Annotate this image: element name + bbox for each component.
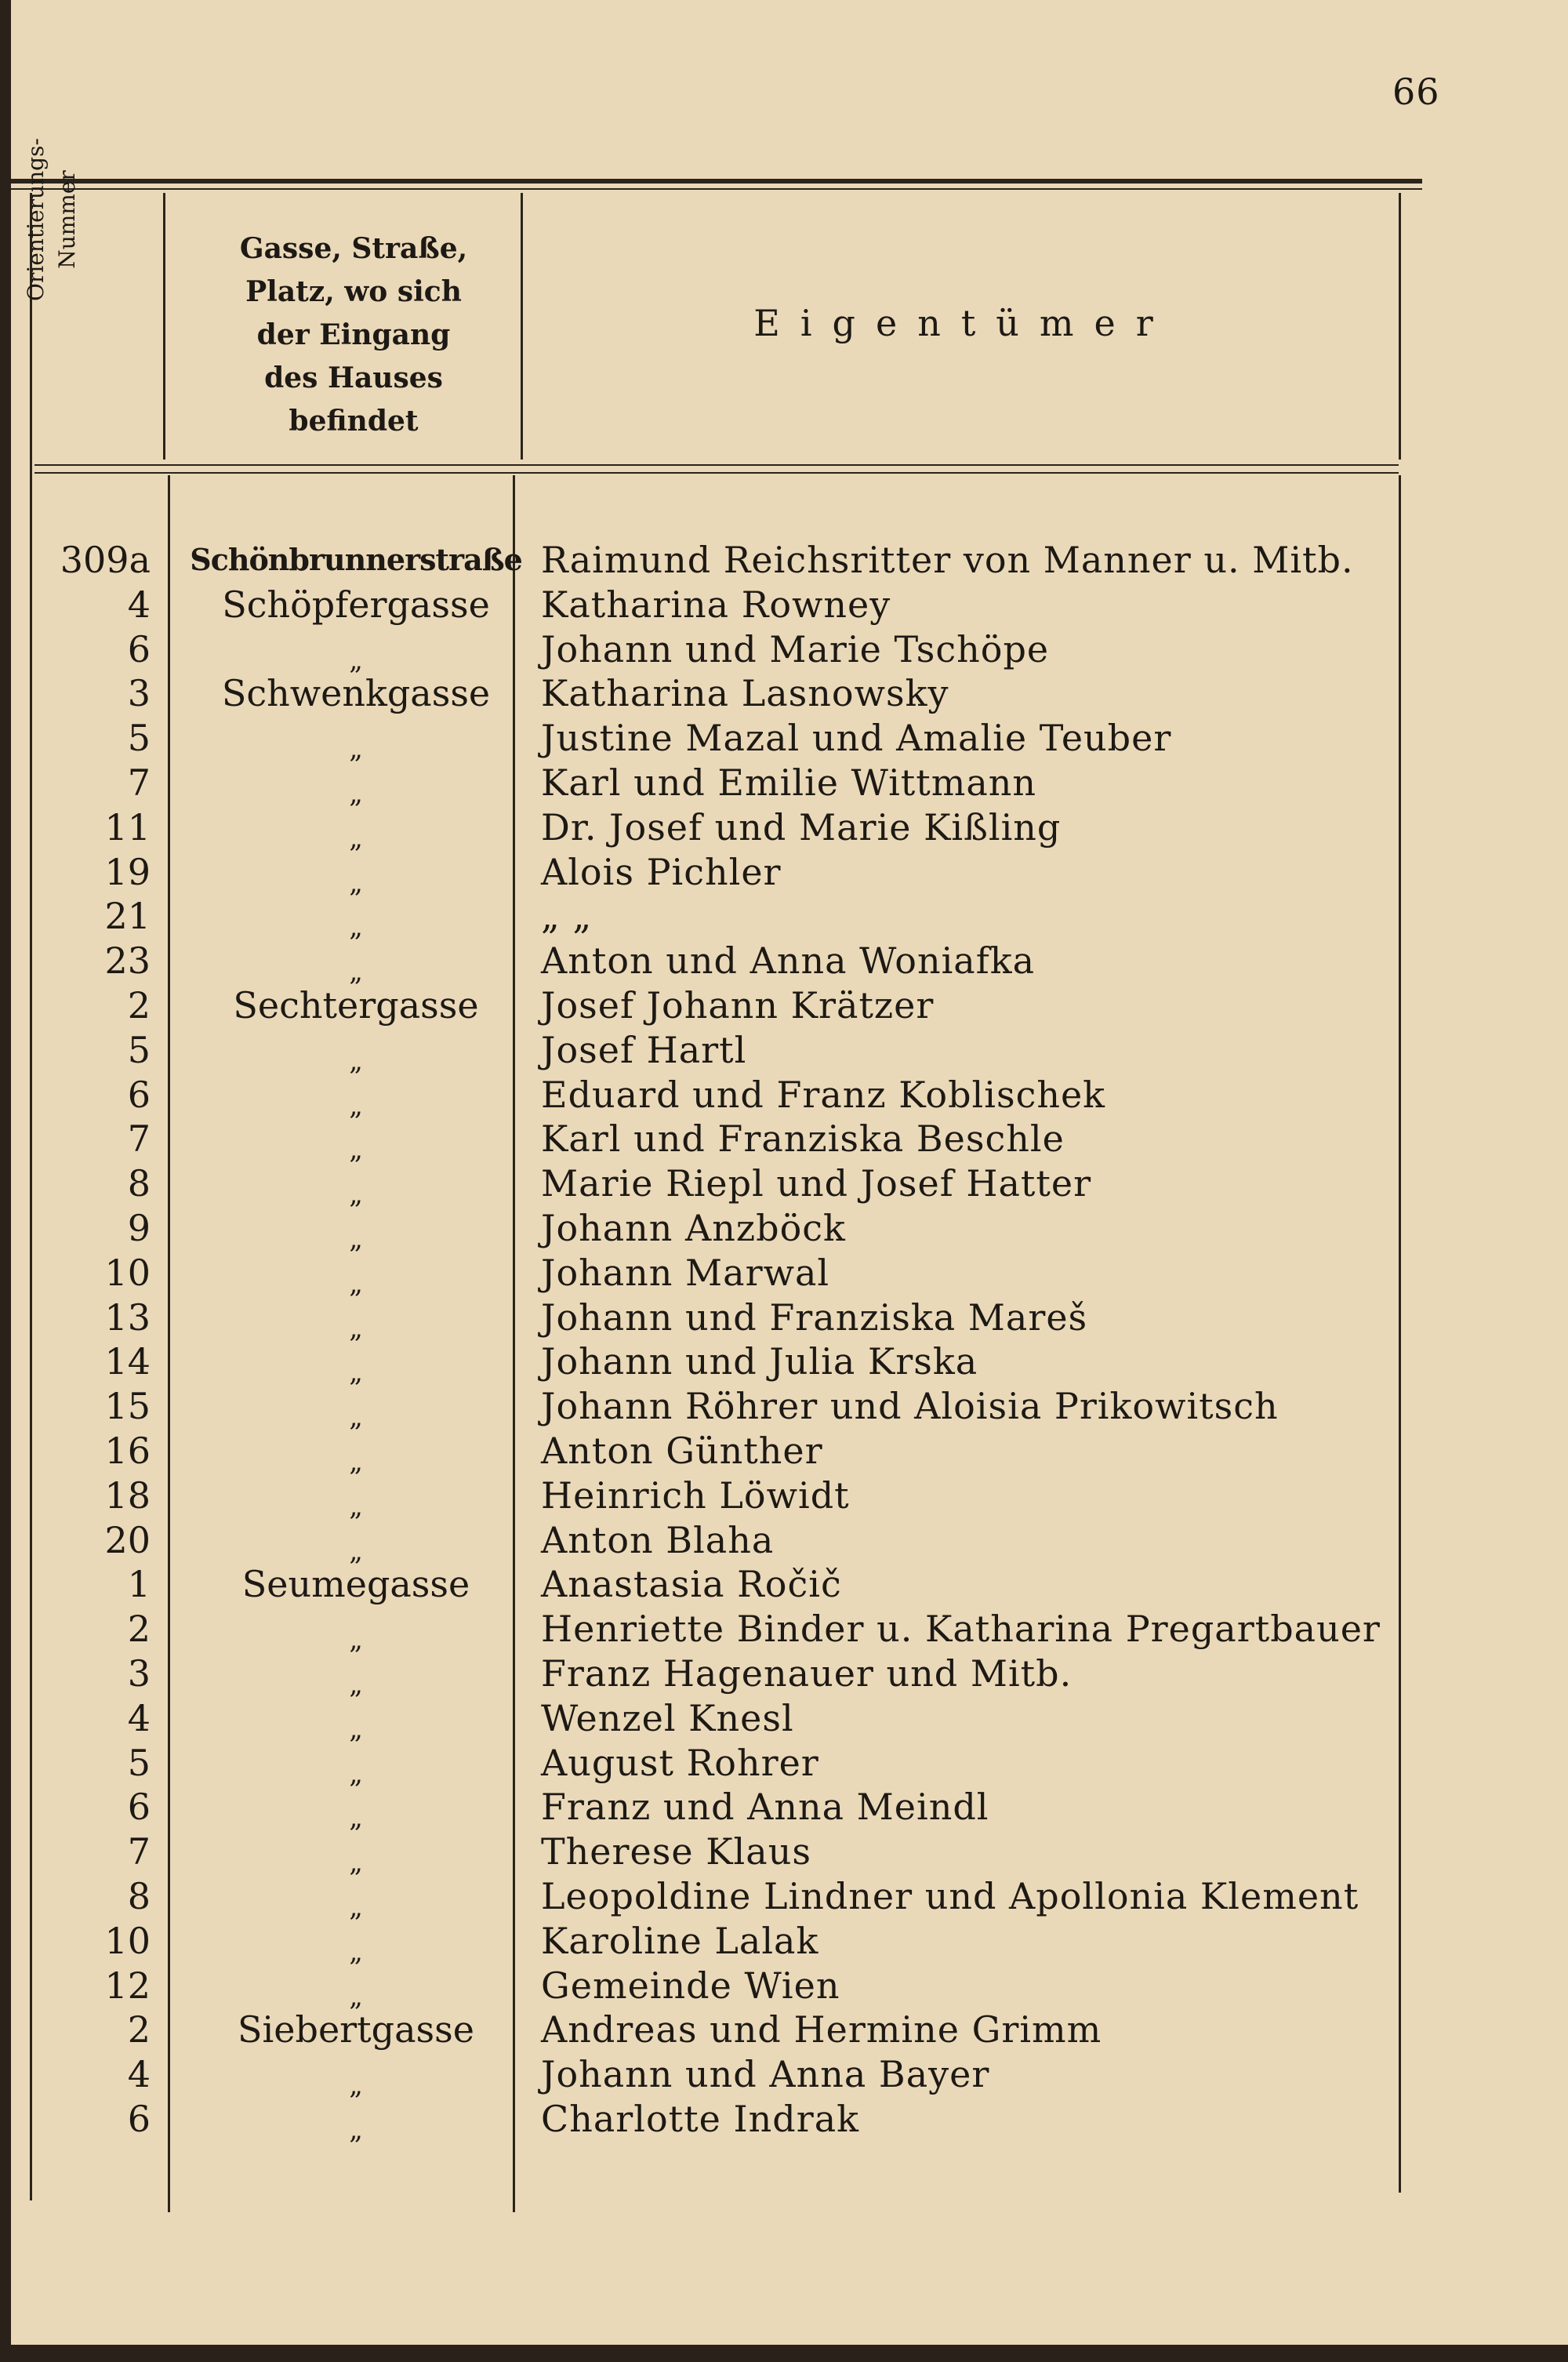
- house-number: 6: [127, 1073, 151, 1116]
- owner-name: Johann und Julia Krska: [541, 1340, 978, 1383]
- table-row: [11, 1295, 1568, 1344]
- table-row: [11, 1741, 1568, 1790]
- house-number: 309a: [60, 539, 151, 581]
- table-row: [11, 1696, 1568, 1745]
- house-number: 8: [127, 1162, 151, 1205]
- street-name: „: [349, 1535, 363, 1567]
- street-name: „: [349, 1847, 363, 1879]
- street-name: „: [349, 733, 363, 765]
- house-number: 6: [127, 2097, 151, 2140]
- table-row: [11, 1562, 1568, 1607]
- house-number: 2: [127, 1608, 151, 1651]
- table-body: [11, 538, 1568, 2146]
- street-name: „: [349, 1757, 363, 1790]
- owner-name: Anton und Anna Woniafka: [541, 939, 1036, 983]
- street-name: Seumegasse: [241, 1563, 470, 1606]
- street-name: „: [349, 1935, 363, 1968]
- owner-name: Charlotte Indrak: [541, 2097, 859, 2140]
- owner-name: Henriette Binder u. Katharina Pregartbauer: [541, 1608, 1381, 1651]
- house-number: 14: [104, 1340, 151, 1383]
- owner-name: Justine Mazal und Amalie Teuber: [541, 717, 1172, 760]
- table-row: [11, 1117, 1568, 1166]
- street-name: „: [349, 1312, 363, 1344]
- table-row: [11, 627, 1568, 676]
- owner-name: Karl und Franziska Beschle: [541, 1117, 1065, 1161]
- street-name: „: [349, 1223, 363, 1255]
- house-number: 15: [104, 1385, 151, 1428]
- table-row: [11, 2008, 1568, 2052]
- street-name: „: [349, 1134, 363, 1166]
- street-name: „: [349, 1267, 363, 1299]
- owner-name: Gemeinde Wien: [541, 1964, 840, 2007]
- owner-name: Johann und Anna Bayer: [541, 2053, 990, 2096]
- street-name: „: [349, 1668, 363, 1700]
- house-number: 18: [104, 1474, 151, 1517]
- owner-name: Johann und Marie Tschöpe: [541, 627, 1050, 670]
- street-name: Schwenkgasse: [221, 672, 491, 715]
- street-name: „: [349, 1624, 363, 1656]
- owner-name: Marie Riepl und Josef Hatter: [541, 1162, 1092, 1205]
- owner-name: „ „: [541, 895, 593, 938]
- table-row: [11, 1384, 1568, 1434]
- owner-name: Franz Hagenauer und Mitb.: [541, 1652, 1073, 1695]
- house-number: 13: [104, 1295, 151, 1339]
- header-number-line-2: Nummer: [54, 170, 80, 269]
- house-number: 9: [127, 1206, 151, 1249]
- table-row: [11, 1919, 1568, 1968]
- street-name: „: [349, 911, 363, 943]
- header-orientation-number: [20, 106, 99, 333]
- house-number: 4: [127, 2053, 151, 2096]
- header-street-line-4: des Hauses: [264, 362, 443, 394]
- house-number: 6: [127, 627, 151, 670]
- owner-name: Anastasia Ročič: [541, 1563, 842, 1606]
- table-row: [11, 1964, 1568, 2012]
- owner-name: Anton Günther: [541, 1429, 823, 1472]
- house-number: 7: [127, 1117, 151, 1161]
- table-row: [11, 1206, 1568, 1255]
- owner-name: Josef Johann Krätzer: [541, 983, 935, 1027]
- table-row: [11, 671, 1568, 716]
- owner-name: Johann Röhrer und Aloisia Prikowitsch: [541, 1385, 1279, 1428]
- street-name: Sechtergasse: [233, 983, 479, 1027]
- table-row: [11, 583, 1568, 627]
- owner-name: Johann Marwal: [541, 1251, 830, 1294]
- table-row: [11, 1874, 1568, 1923]
- house-number: 5: [127, 717, 151, 760]
- owner-name: Eduard und Franz Koblischek: [541, 1073, 1106, 1116]
- table-row: [11, 1785, 1568, 1834]
- house-number: 2: [127, 983, 151, 1027]
- street-name: „: [349, 644, 363, 676]
- table-row: [11, 1028, 1568, 1077]
- house-number: 23: [104, 939, 151, 983]
- street-name: „: [349, 1980, 363, 2012]
- house-number: 21: [104, 895, 151, 938]
- owner-name: Josef Hartl: [541, 1028, 747, 1071]
- street-name: „: [349, 822, 363, 854]
- owner-name: Therese Klaus: [541, 1830, 811, 1873]
- owner-name: Leopoldine Lindner und Apollonia Klement: [541, 1874, 1359, 1917]
- owner-name: Katharina Lasnowsky: [541, 672, 949, 715]
- table-row: [11, 939, 1568, 988]
- street-name: „: [349, 1802, 363, 1834]
- house-number: 4: [127, 1696, 151, 1739]
- owner-name: Alois Pichler: [541, 850, 782, 893]
- top-rule-thick: [11, 179, 1422, 184]
- house-number: 5: [127, 1028, 151, 1071]
- header-divider-1: [163, 193, 165, 460]
- table-row: [11, 2052, 1568, 2102]
- table-row: [11, 716, 1568, 765]
- table-row: [11, 1830, 1568, 1879]
- street-name: „: [349, 1179, 363, 1211]
- street-name: „: [349, 1089, 363, 1121]
- owner-name: Raimund Reichsritter von Manner u. Mitb.: [541, 539, 1354, 581]
- owner-name: Karl und Emilie Wittmann: [541, 761, 1037, 804]
- table-row: [11, 1339, 1568, 1389]
- house-number: 3: [127, 1652, 151, 1695]
- owner-name: Anton Blaha: [541, 1518, 775, 1561]
- table-row: [11, 538, 1568, 583]
- street-name: „: [349, 867, 363, 899]
- house-number: 10: [104, 1919, 151, 1962]
- house-number: 2: [127, 2008, 151, 2051]
- owner-name: Johann und Franziska Mareš: [541, 1295, 1088, 1339]
- table-row: [11, 894, 1568, 943]
- street-name: „: [349, 2069, 363, 2102]
- street-name: „: [349, 1490, 363, 1522]
- scanned-page: [11, 0, 1568, 2345]
- street-name: Schöpfergasse: [222, 583, 490, 626]
- street-name: Siebertgasse: [238, 2008, 474, 2051]
- owner-name: Katharina Rowney: [541, 583, 891, 626]
- house-number: 10: [104, 1251, 151, 1294]
- table-row: [11, 850, 1568, 899]
- house-number: 7: [127, 761, 151, 804]
- owner-name: Karoline Lalak: [541, 1919, 819, 1962]
- street-name: Schönbrunnerstraße: [190, 542, 522, 577]
- owner-name: Wenzel Knesl: [541, 1696, 794, 1739]
- house-number: 16: [104, 1429, 151, 1472]
- owner-name: Heinrich Löwidt: [541, 1474, 850, 1517]
- table-row: [11, 1518, 1568, 1567]
- table-row: [11, 1429, 1568, 1477]
- owner-name: Andreas und Hermine Grimm: [541, 2008, 1102, 2051]
- house-number: 3: [127, 672, 151, 715]
- street-name: „: [349, 2113, 363, 2146]
- street-name: „: [349, 1445, 363, 1477]
- house-number: 20: [104, 1518, 151, 1561]
- page-number: 66: [1392, 71, 1440, 113]
- owner-name: Franz und Anna Meindl: [541, 1786, 989, 1829]
- table-row: [11, 1251, 1568, 1299]
- street-name: „: [349, 777, 363, 809]
- header-street: [185, 227, 522, 443]
- table-row: [11, 1474, 1568, 1522]
- header-street-line-5: befindet: [289, 405, 419, 438]
- table-row: [11, 983, 1568, 1028]
- owner-name: Dr. Josef und Marie Kißling: [541, 805, 1062, 849]
- street-name: „: [349, 1045, 363, 1077]
- house-number: 4: [127, 583, 151, 626]
- house-number: 6: [127, 1786, 151, 1829]
- header-rule-lower: [34, 472, 1399, 474]
- owner-name: Johann Anzböck: [541, 1206, 846, 1249]
- street-name: „: [349, 956, 363, 988]
- street-name: „: [349, 1891, 363, 1923]
- house-number: 5: [127, 1741, 151, 1784]
- top-rule-thin: [11, 188, 1422, 190]
- street-name: „: [349, 1713, 363, 1745]
- header-right-border: [1399, 193, 1401, 460]
- header-owner: Eigentümer: [753, 302, 1174, 344]
- house-number: 7: [127, 1830, 151, 1873]
- house-number: 1: [127, 1563, 151, 1606]
- table-row: [11, 1073, 1568, 1121]
- table-row: [11, 1161, 1568, 1211]
- header-street-line-3: der Eingang: [256, 318, 451, 351]
- house-number: 8: [127, 1874, 151, 1917]
- street-name: „: [349, 1401, 363, 1434]
- header-street-line-2: Platz, wo sich: [245, 275, 462, 308]
- street-name: „: [349, 1357, 363, 1389]
- table-row: [11, 805, 1568, 854]
- house-number: 19: [104, 850, 151, 893]
- table-row: [11, 2097, 1568, 2146]
- table-row: [11, 1652, 1568, 1700]
- table-row: [11, 761, 1568, 809]
- table-row: [11, 1607, 1568, 1656]
- house-number: 12: [104, 1964, 151, 2007]
- header-street-line-1: Gasse, Straße,: [239, 232, 468, 265]
- header-number-line-1: Orientierungs-: [23, 138, 49, 301]
- header-rule-upper: [34, 464, 1399, 466]
- house-number: 11: [104, 805, 151, 849]
- owner-name: August Rohrer: [541, 1741, 819, 1784]
